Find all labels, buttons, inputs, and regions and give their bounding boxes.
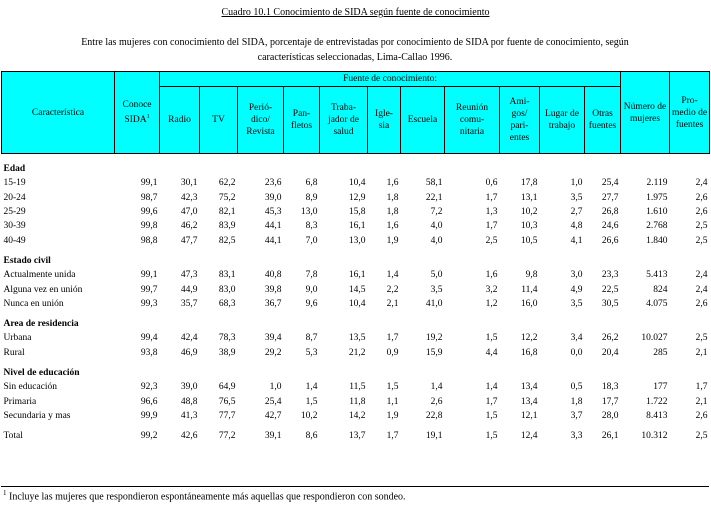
header-panfletos xyxy=(284,87,320,154)
table-cell: 1,0 xyxy=(269,382,282,393)
table-cell: 12,2 xyxy=(520,333,538,344)
table-cell: 0,5 xyxy=(570,382,583,393)
table-cell: 1,7 xyxy=(485,396,498,407)
table-cell: 62,2 xyxy=(218,178,236,189)
header-trabajador-l1: Traba- xyxy=(331,103,356,113)
header-panfletos-l2: fletos xyxy=(290,121,313,131)
table-cell: 1,8 xyxy=(386,192,399,203)
table-cell: 29,2 xyxy=(264,347,282,358)
table-subtitle xyxy=(60,35,650,65)
table-cell: 1,7 xyxy=(485,221,498,232)
header-iglesia-l1: Igle- xyxy=(375,109,393,119)
subtitle-line-2: características seleccionadas, Lima-Callao 1996. xyxy=(257,52,453,63)
row-label: Total xyxy=(3,431,23,442)
table-cell: 2,4 xyxy=(695,284,708,295)
table-cell: 38,9 xyxy=(218,347,236,358)
table-row xyxy=(2,409,710,423)
row-label: Urbana xyxy=(3,333,32,344)
table-cell: 99,4 xyxy=(140,333,158,344)
table-cell: 44,1 xyxy=(264,235,282,246)
table-cell: 1,4 xyxy=(305,382,318,393)
table-cell: 4,8 xyxy=(570,221,583,232)
table-cell: 1,7 xyxy=(386,431,399,442)
header-reunion-l2: comu- xyxy=(459,115,485,125)
table-cell: 13,4 xyxy=(520,382,538,393)
table-cell: 2,1 xyxy=(386,298,399,309)
table-cell: 78,3 xyxy=(218,333,236,344)
table-cell: 11,5 xyxy=(349,382,366,393)
header-conoce-l1: Conoce xyxy=(122,99,152,110)
table-cell: 82,1 xyxy=(218,207,236,218)
table-cell: 8,3 xyxy=(305,221,318,232)
table-cell: 44,1 xyxy=(264,221,282,232)
table-cell: 42,7 xyxy=(264,410,282,421)
table-cell: 4,9 xyxy=(570,284,583,295)
table-cell: 2,4 xyxy=(695,270,708,281)
table-cell: 93,8 xyxy=(140,347,158,358)
section-header-row xyxy=(2,317,710,331)
table-cell: 5,3 xyxy=(305,347,318,358)
table-cell: 1,6 xyxy=(485,270,498,281)
header-escuela: Escuela xyxy=(401,87,445,154)
table-row xyxy=(2,297,710,311)
table-cell: 44,9 xyxy=(180,284,198,295)
table-cell: 11,8 xyxy=(349,396,366,407)
header-amigos-l2: gos/ xyxy=(511,109,528,119)
table-cell: 3,3 xyxy=(570,431,583,442)
table-cell: 3,5 xyxy=(430,284,443,295)
table-cell: 11,4 xyxy=(521,284,538,295)
table-cell: 8,7 xyxy=(305,333,318,344)
header-amigos-l4: entes xyxy=(509,133,530,143)
table-cell: 4.075 xyxy=(646,298,668,309)
table-cell: 41,3 xyxy=(180,410,198,421)
table-cell: 2,2 xyxy=(386,284,399,295)
header-caracteristica: Característica xyxy=(2,72,115,154)
table-cell: 9,6 xyxy=(305,298,318,309)
table-cell: 3,7 xyxy=(570,410,583,421)
table-cell: 10.312 xyxy=(641,431,668,442)
table-cell: 2,6 xyxy=(695,192,708,203)
table-cell: 7,0 xyxy=(305,235,318,246)
table-cell: 3,5 xyxy=(570,192,583,203)
table-cell: 23,6 xyxy=(264,178,282,189)
footnote-marker: 1 xyxy=(146,113,150,120)
header-periodico-l2: dico/ xyxy=(251,115,270,125)
header-numero-mujeres xyxy=(621,72,670,154)
header-numero-l1: Número de xyxy=(623,101,667,112)
table-cell: 4,0 xyxy=(430,221,443,232)
table-cell: 12,4 xyxy=(520,431,538,442)
table-cell: 9,8 xyxy=(525,270,538,281)
table-cell: 2,5 xyxy=(485,235,498,246)
table-body xyxy=(2,154,710,444)
table-cell: 77,7 xyxy=(218,410,236,421)
table-cell: 2,6 xyxy=(695,207,708,218)
table-cell: 17,7 xyxy=(601,396,619,407)
table-cell: 12,9 xyxy=(348,192,366,203)
header-panfletos-l1: Pan- xyxy=(292,109,311,119)
table-cell: 1,5 xyxy=(485,410,498,421)
table-cell: 1,5 xyxy=(485,431,498,442)
header-conoce-sida xyxy=(115,72,160,154)
table-cell: 2.768 xyxy=(646,221,668,232)
header-conoce-l2: SIDA xyxy=(124,115,147,126)
table-cell: 1,7 xyxy=(695,382,708,393)
table-row xyxy=(2,191,710,205)
row-label: 40-49 xyxy=(3,235,26,246)
table-cell: 824 xyxy=(653,284,668,295)
table-cell: 22,1 xyxy=(425,192,443,203)
table-cell: 10,5 xyxy=(520,235,538,246)
table-cell: 2,6 xyxy=(695,298,708,309)
header-lugar-trabajo xyxy=(540,87,585,154)
table-cell: 16,1 xyxy=(348,270,366,281)
row-label: 15-19 xyxy=(3,178,26,189)
header-iglesia xyxy=(368,87,401,154)
table-cell: 8,9 xyxy=(305,192,318,203)
header-reunion-l1: Reunión xyxy=(455,103,489,113)
table-cell: 1,8 xyxy=(386,207,399,218)
row-label: Sin educación xyxy=(3,382,58,393)
table-cell: 2,5 xyxy=(695,235,708,246)
table-cell: 64,9 xyxy=(218,382,236,393)
table-cell: 4,4 xyxy=(485,347,498,358)
table-cell: 26,8 xyxy=(601,207,619,218)
table-cell: 39,8 xyxy=(264,284,282,295)
header-promedio-l1: Pro- xyxy=(681,95,698,106)
table-row xyxy=(2,176,710,190)
header-trabajador-l2: jador de xyxy=(328,115,359,125)
table-cell: 1,3 xyxy=(485,207,498,218)
header-periodico-l1: Perió- xyxy=(248,103,273,113)
table-cell: 48,8 xyxy=(180,396,198,407)
table-cell: 77,2 xyxy=(218,431,236,442)
table-cell: 42,6 xyxy=(180,431,198,442)
table-cell: 3,0 xyxy=(570,270,583,281)
table-cell: 47,7 xyxy=(180,235,198,246)
table-cell: 14,2 xyxy=(348,410,366,421)
table-title: Cuadro 10.1 Conocimiento de SIDA según fuente de conocimiento xyxy=(221,7,490,18)
table-cell: 1,0 xyxy=(570,178,583,189)
table-cell: 41,0 xyxy=(425,298,443,309)
table-cell: 26,2 xyxy=(601,333,619,344)
table-cell: 12,1 xyxy=(520,410,538,421)
header-fuente-group: Fuente de conocimiento: xyxy=(160,72,621,87)
subtitle-line-1: Entre las mujeres con conocimiento del SIDA, porcentaje de entrevistadas por conocimiento de SIDA por fuente de conocimiento, según xyxy=(81,37,629,48)
table-cell: 5.413 xyxy=(646,270,668,281)
table-cell: 13,0 xyxy=(348,235,366,246)
table-cell: 1.610 xyxy=(646,207,668,218)
table-row xyxy=(2,346,710,360)
table-cell: 2,5 xyxy=(695,333,708,344)
table-cell: 10,2 xyxy=(520,207,538,218)
section-header-row xyxy=(2,254,710,268)
header-periodico xyxy=(238,87,284,154)
table-cell: 5,0 xyxy=(430,270,443,281)
table-row xyxy=(2,268,710,282)
table-row xyxy=(2,233,710,247)
table-cell: 30,5 xyxy=(601,298,619,309)
table-cell: 1,4 xyxy=(485,382,498,393)
table-cell: 2,4 xyxy=(695,178,708,189)
row-label: Alguna vez en unión xyxy=(3,284,83,295)
table-cell: 0,6 xyxy=(485,178,498,189)
header-periodico-l3: Revista xyxy=(246,127,275,137)
table-cell: 2,7 xyxy=(570,207,583,218)
table-cell: 99,2 xyxy=(140,431,158,442)
table-cell: 2,1 xyxy=(695,347,708,358)
table-cell: 285 xyxy=(653,347,668,358)
table-cell: 18,3 xyxy=(601,382,619,393)
header-otras-l2: fuentes xyxy=(588,121,617,131)
table-cell: 1,4 xyxy=(386,270,399,281)
table-cell: 17,8 xyxy=(520,178,538,189)
table-row xyxy=(2,282,710,296)
table-cell: 13,7 xyxy=(348,431,366,442)
row-label: Secundaria y mas xyxy=(3,410,71,421)
table-cell: 22,8 xyxy=(425,410,443,421)
table-cell: 39,0 xyxy=(264,192,282,203)
table-cell: 16,1 xyxy=(348,221,366,232)
table-cell: 36,7 xyxy=(264,298,282,309)
table-cell: 47,0 xyxy=(180,207,198,218)
table-row xyxy=(2,380,710,394)
table-cell: 24,6 xyxy=(601,221,619,232)
table-cell: 1,7 xyxy=(386,333,399,344)
table-cell: 1,9 xyxy=(386,235,399,246)
table-cell: 45,3 xyxy=(264,207,282,218)
table-cell: 10,3 xyxy=(520,221,538,232)
table-cell: 27,7 xyxy=(601,192,619,203)
table-cell: 22,5 xyxy=(601,284,619,295)
footnote-number: 1 xyxy=(3,489,7,497)
table-cell: 42,4 xyxy=(180,333,198,344)
table-cell: 83,1 xyxy=(218,270,236,281)
table-cell: 30,1 xyxy=(180,178,198,189)
table-cell: 6,8 xyxy=(305,178,318,189)
table-cell: 4,0 xyxy=(430,235,443,246)
table-cell: 1.840 xyxy=(646,235,668,246)
header-promedio-l3: fuentes xyxy=(675,119,704,130)
table-cell: 39,0 xyxy=(180,382,198,393)
table-cell: 10,4 xyxy=(348,298,366,309)
table-cell: 13,0 xyxy=(300,207,318,218)
row-label: 30-39 xyxy=(3,221,26,232)
table-row xyxy=(2,331,710,345)
table-cell: 2,6 xyxy=(695,410,708,421)
header-amigos-l1: Ami- xyxy=(509,97,530,107)
table-cell: 7,2 xyxy=(430,207,443,218)
table-cell: 19,1 xyxy=(425,431,443,442)
table-cell: 98,7 xyxy=(140,192,158,203)
table-cell: 10,4 xyxy=(348,178,366,189)
header-reunion xyxy=(445,87,500,154)
table-cell: 1,7 xyxy=(485,192,498,203)
table-cell: 1,8 xyxy=(570,396,583,407)
table-cell: 13,5 xyxy=(348,333,366,344)
table-cell: 1,6 xyxy=(386,178,399,189)
table-row xyxy=(2,219,710,233)
table-cell: 35,7 xyxy=(180,298,198,309)
section-title: Estado civil xyxy=(3,255,51,266)
table-cell: 58,1 xyxy=(425,178,443,189)
header-amigos-l3: pari- xyxy=(510,121,529,131)
table-cell: 46,9 xyxy=(180,347,198,358)
table-row xyxy=(2,205,710,219)
table-cell: 42,3 xyxy=(180,192,198,203)
table-cell: 10,2 xyxy=(300,410,318,421)
table-cell: 1,9 xyxy=(386,410,399,421)
table-cell: 96,6 xyxy=(140,396,158,407)
table-row xyxy=(2,394,710,408)
header-tv: TV xyxy=(200,87,238,154)
table-cell: 99,9 xyxy=(140,410,158,421)
section-title: Area de residencia xyxy=(3,319,79,330)
table-cell: 15,9 xyxy=(425,347,443,358)
row-label: Nunca en unión xyxy=(3,298,64,309)
table-cell: 39,1 xyxy=(264,431,282,442)
table-cell: 10.027 xyxy=(641,333,668,344)
table-cell: 0,9 xyxy=(386,347,399,358)
table-cell: 28,0 xyxy=(601,410,619,421)
header-reunion-l3: nitaria xyxy=(459,127,485,137)
table-cell: 99,7 xyxy=(140,284,158,295)
table-cell: 16,8 xyxy=(520,347,538,358)
table-cell: 2,5 xyxy=(695,221,708,232)
header-numero-l2: mujeres xyxy=(630,113,661,124)
header-promedio-l2: medio de xyxy=(672,107,708,118)
table-cell: 1,6 xyxy=(386,221,399,232)
table-cell: 1,1 xyxy=(386,396,399,407)
table-cell: 7,8 xyxy=(305,270,318,281)
table-cell: 99,1 xyxy=(140,270,158,281)
table-cell: 177 xyxy=(653,382,668,393)
footnote xyxy=(3,489,406,502)
table-cell: 16,0 xyxy=(520,298,538,309)
table-cell: 14,5 xyxy=(348,284,366,295)
row-label: 25-29 xyxy=(3,207,26,218)
section-title: Edad xyxy=(3,164,26,175)
table-cell: 2,1 xyxy=(695,396,708,407)
header-otras-fuentes xyxy=(585,87,621,154)
table-cell: 1,5 xyxy=(386,382,399,393)
row-label: Actualmente unida xyxy=(3,270,76,281)
table-cell: 1.975 xyxy=(646,192,668,203)
row-label: 20-24 xyxy=(3,192,26,203)
table-cell: 68,3 xyxy=(218,298,236,309)
table-cell: 99,8 xyxy=(140,221,158,232)
table-row xyxy=(2,429,710,443)
table-cell: 99,1 xyxy=(140,178,158,189)
table-cell: 1.722 xyxy=(646,396,668,407)
header-radio: Radio xyxy=(160,87,200,154)
table-cell: 2.119 xyxy=(646,178,668,189)
table-cell: 25,4 xyxy=(601,178,619,189)
table-cell: 23,3 xyxy=(601,270,619,281)
table-cell: 92,3 xyxy=(140,382,158,393)
footnote-text: Incluye las mujeres que respondieron espontáneamente más aquellas que respondieron con sondeo. xyxy=(9,491,406,503)
table-cell: 98,8 xyxy=(140,235,158,246)
table-cell: 76,5 xyxy=(218,396,236,407)
table-cell: 3,5 xyxy=(570,298,583,309)
table-cell: 1,5 xyxy=(485,333,498,344)
header-otras-l1: Otras xyxy=(592,109,613,119)
table-cell: 25,4 xyxy=(264,396,282,407)
row-label: Rural xyxy=(3,347,25,358)
header-promedio-fuentes xyxy=(670,72,710,154)
header-iglesia-l2: sia xyxy=(378,121,390,131)
table-cell: 75,2 xyxy=(218,192,236,203)
table-cell: 99,3 xyxy=(140,298,158,309)
header-amigos xyxy=(500,87,540,154)
table-cell: 21,2 xyxy=(348,347,366,358)
table-cell: 13,4 xyxy=(520,396,538,407)
table-cell: 20,4 xyxy=(601,347,619,358)
table-cell: 39,4 xyxy=(264,333,282,344)
table-cell: 2,6 xyxy=(430,396,443,407)
table-cell: 13,1 xyxy=(520,192,538,203)
table-cell: 1,5 xyxy=(305,396,318,407)
header-lugar-l2: trabajo xyxy=(548,121,576,131)
header-lugar-l1: Lugar de xyxy=(544,109,580,119)
table-cell: 4,1 xyxy=(570,235,583,246)
table-cell: 46,2 xyxy=(180,221,198,232)
footnote-divider xyxy=(1,486,709,487)
header-trabajador-salud xyxy=(320,87,368,154)
section-header-row xyxy=(2,162,710,176)
table-cell: 83,9 xyxy=(218,221,236,232)
table-cell: 3,4 xyxy=(570,333,583,344)
table-cell: 19,2 xyxy=(425,333,443,344)
table-cell: 0,0 xyxy=(570,347,583,358)
section-header-row xyxy=(2,366,710,380)
section-title: Nivel de educación xyxy=(3,368,80,378)
table-cell: 99,6 xyxy=(140,207,158,218)
table-cell: 82,5 xyxy=(218,235,236,246)
table-cell: 8,6 xyxy=(305,431,318,442)
table-cell: 83,0 xyxy=(218,284,236,295)
table-cell: 26,6 xyxy=(601,235,619,246)
header-trabajador-l3: salud xyxy=(333,127,354,137)
row-label: Primaria xyxy=(3,396,37,407)
table-cell: 8.413 xyxy=(646,410,668,421)
table-cell: 40,8 xyxy=(264,270,282,281)
table-cell: 15,8 xyxy=(348,207,366,218)
table-cell: 1,4 xyxy=(430,382,443,393)
data-table xyxy=(1,71,710,443)
table-cell: 3,2 xyxy=(485,284,498,295)
table-cell: 1,2 xyxy=(485,298,498,309)
table-cell: 9,0 xyxy=(305,284,318,295)
table-cell: 47,3 xyxy=(180,270,198,281)
table-cell: 2,5 xyxy=(695,431,708,442)
table-cell: 26,1 xyxy=(601,431,619,442)
